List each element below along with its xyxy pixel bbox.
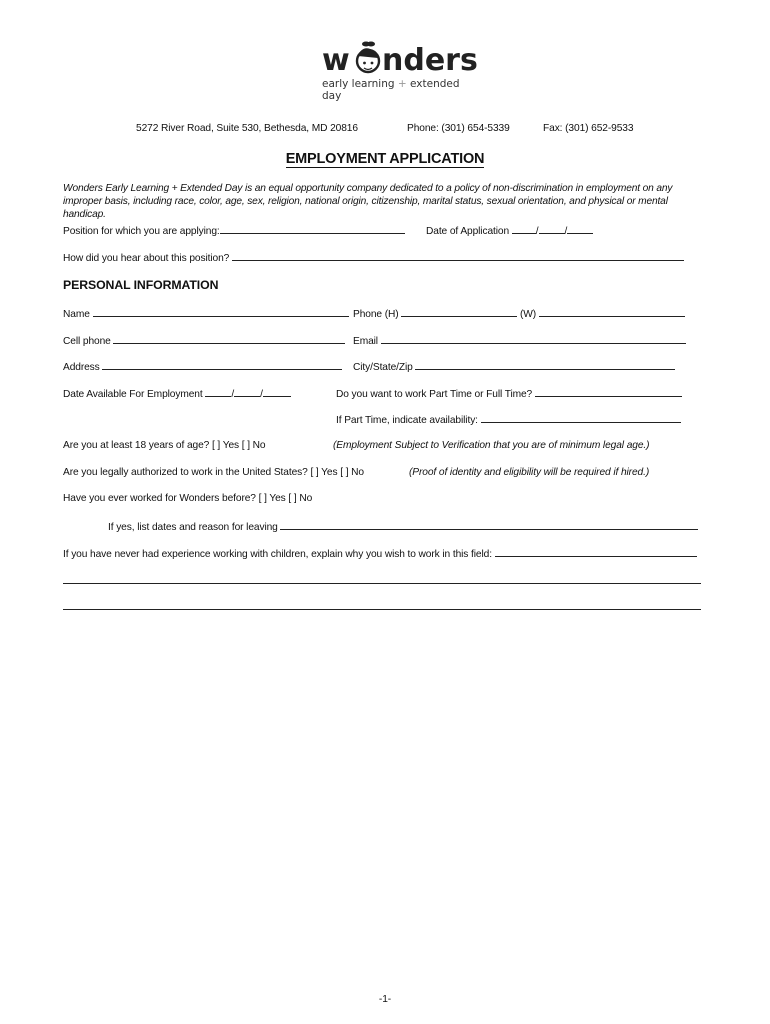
svg-text:nders: nders	[382, 43, 478, 78]
part-time-availability-row	[336, 413, 681, 426]
age-note: (Employment Subject to Verification that you are of minimum legal age.)	[333, 440, 650, 451]
part-time-availability-label: If Part Time, indicate availability:	[336, 415, 478, 426]
date-available-label: Date Available For Employment	[63, 389, 203, 400]
header-fax: Fax: (301) 652-9533	[543, 123, 634, 134]
date-available-day-field[interactable]	[234, 387, 260, 397]
city-label: City/State/Zip	[353, 362, 413, 373]
cell-label: Cell phone	[63, 336, 111, 347]
age-no-checkbox[interactable]: [ ] No	[241, 440, 266, 451]
section-personal-information: PERSONAL INFORMATION	[63, 278, 219, 292]
logo-tagline	[322, 78, 482, 102]
city-field[interactable]	[415, 360, 675, 370]
email-label: Email	[353, 336, 378, 347]
date-sep: /	[564, 226, 568, 237]
phone-work-label: (W)	[520, 309, 537, 320]
address-field[interactable]	[102, 360, 342, 370]
age-yes-checkbox[interactable]: [ ] Yes	[211, 440, 240, 451]
if-yes-field[interactable]	[280, 520, 698, 530]
part-full-field[interactable]	[535, 387, 682, 397]
email-field[interactable]	[381, 334, 686, 344]
page-number: -1-	[378, 994, 392, 1005]
name-field[interactable]	[93, 307, 349, 317]
name-row	[63, 307, 349, 320]
authorized-yes-checkbox[interactable]: [ ] Yes	[310, 467, 338, 478]
date-application-day-field[interactable]	[539, 224, 565, 234]
header-address: 5272 River Road, Suite 530, Bethesda, MD 20816	[136, 123, 358, 134]
intro-paragraph: Wonders Early Learning + Extended Day is an equal opportunity company dedicated to a policy of non-discrimination in employment on any improper basis, including race, color, age, sex, religion, national origin, citizenship, marital status, sexual orientation, and physical or mental handicap.	[63, 183, 673, 220]
age-label: Are you at least 18 years of age?	[63, 440, 210, 451]
authorized-no-checkbox[interactable]: [ ] No	[340, 467, 364, 478]
date-available-year-field[interactable]	[263, 387, 291, 397]
address-row	[63, 360, 342, 373]
date-application-year-field[interactable]	[567, 224, 593, 234]
age-row	[63, 440, 266, 451]
phone-row	[353, 307, 685, 320]
children-row	[63, 547, 697, 560]
email-row	[353, 334, 686, 347]
cell-row	[63, 334, 345, 347]
worked-before-no-checkbox[interactable]: [ ] No	[288, 493, 313, 504]
position-label: Position for which you are applying:	[63, 226, 220, 237]
date-available-month-field[interactable]	[205, 387, 231, 397]
authorized-label: Are you legally authorized to work in the United States?	[63, 467, 308, 478]
if-yes-label: If yes, list dates and reason for leaving	[108, 522, 278, 533]
date-sep: /	[535, 226, 539, 237]
page-title	[0, 151, 770, 167]
part-full-row	[336, 387, 682, 400]
children-field-line-3[interactable]	[63, 609, 701, 610]
position-field[interactable]	[220, 224, 405, 234]
children-label: If you have never had experience working with children, explain why you wish to work in this field:	[63, 549, 492, 560]
date-application-month-field[interactable]	[512, 224, 536, 234]
phone-home-field[interactable]	[401, 307, 517, 317]
phone-home-label: Phone (H)	[353, 309, 399, 320]
hear-row	[63, 251, 684, 264]
svg-text:w: w	[322, 43, 350, 78]
date-sep: /	[231, 389, 235, 400]
worked-before-row	[63, 493, 312, 504]
city-row	[353, 360, 675, 373]
logo-tagline-left: early learning	[322, 78, 395, 90]
children-field-line-2[interactable]	[63, 583, 701, 584]
authorized-note: (Proof of identity and eligibility will be required if hired.)	[409, 467, 650, 478]
date-application-label: Date of Application	[426, 226, 510, 237]
hear-field[interactable]	[232, 251, 684, 261]
if-yes-row	[108, 520, 698, 533]
part-time-availability-field[interactable]	[481, 413, 681, 423]
part-full-label: Do you want to work Part Time or Full Time?	[336, 389, 533, 400]
wonders-logo	[322, 36, 482, 102]
position-row	[63, 224, 405, 237]
cell-field[interactable]	[113, 334, 345, 344]
logo-tagline-sep: +	[397, 78, 407, 90]
name-label: Name	[63, 309, 90, 320]
address-label: Address	[63, 362, 100, 373]
authorized-row	[63, 467, 364, 478]
header-phone: Phone: (301) 654-5339	[407, 123, 510, 134]
children-field[interactable]	[495, 547, 697, 557]
worked-before-label: Have you ever worked for Wonders before?	[63, 493, 256, 504]
date-sep: /	[260, 389, 263, 400]
logo-tagline-right: extended day	[322, 78, 460, 102]
date-application-row	[426, 224, 593, 237]
hear-label: How did you hear about this position?	[63, 253, 230, 264]
worked-before-yes-checkbox[interactable]: [ ] Yes	[258, 493, 286, 504]
page-title-text: EMPLOYMENT APPLICATION	[285, 151, 485, 167]
phone-work-field[interactable]	[539, 307, 685, 317]
date-available-row	[63, 387, 291, 400]
